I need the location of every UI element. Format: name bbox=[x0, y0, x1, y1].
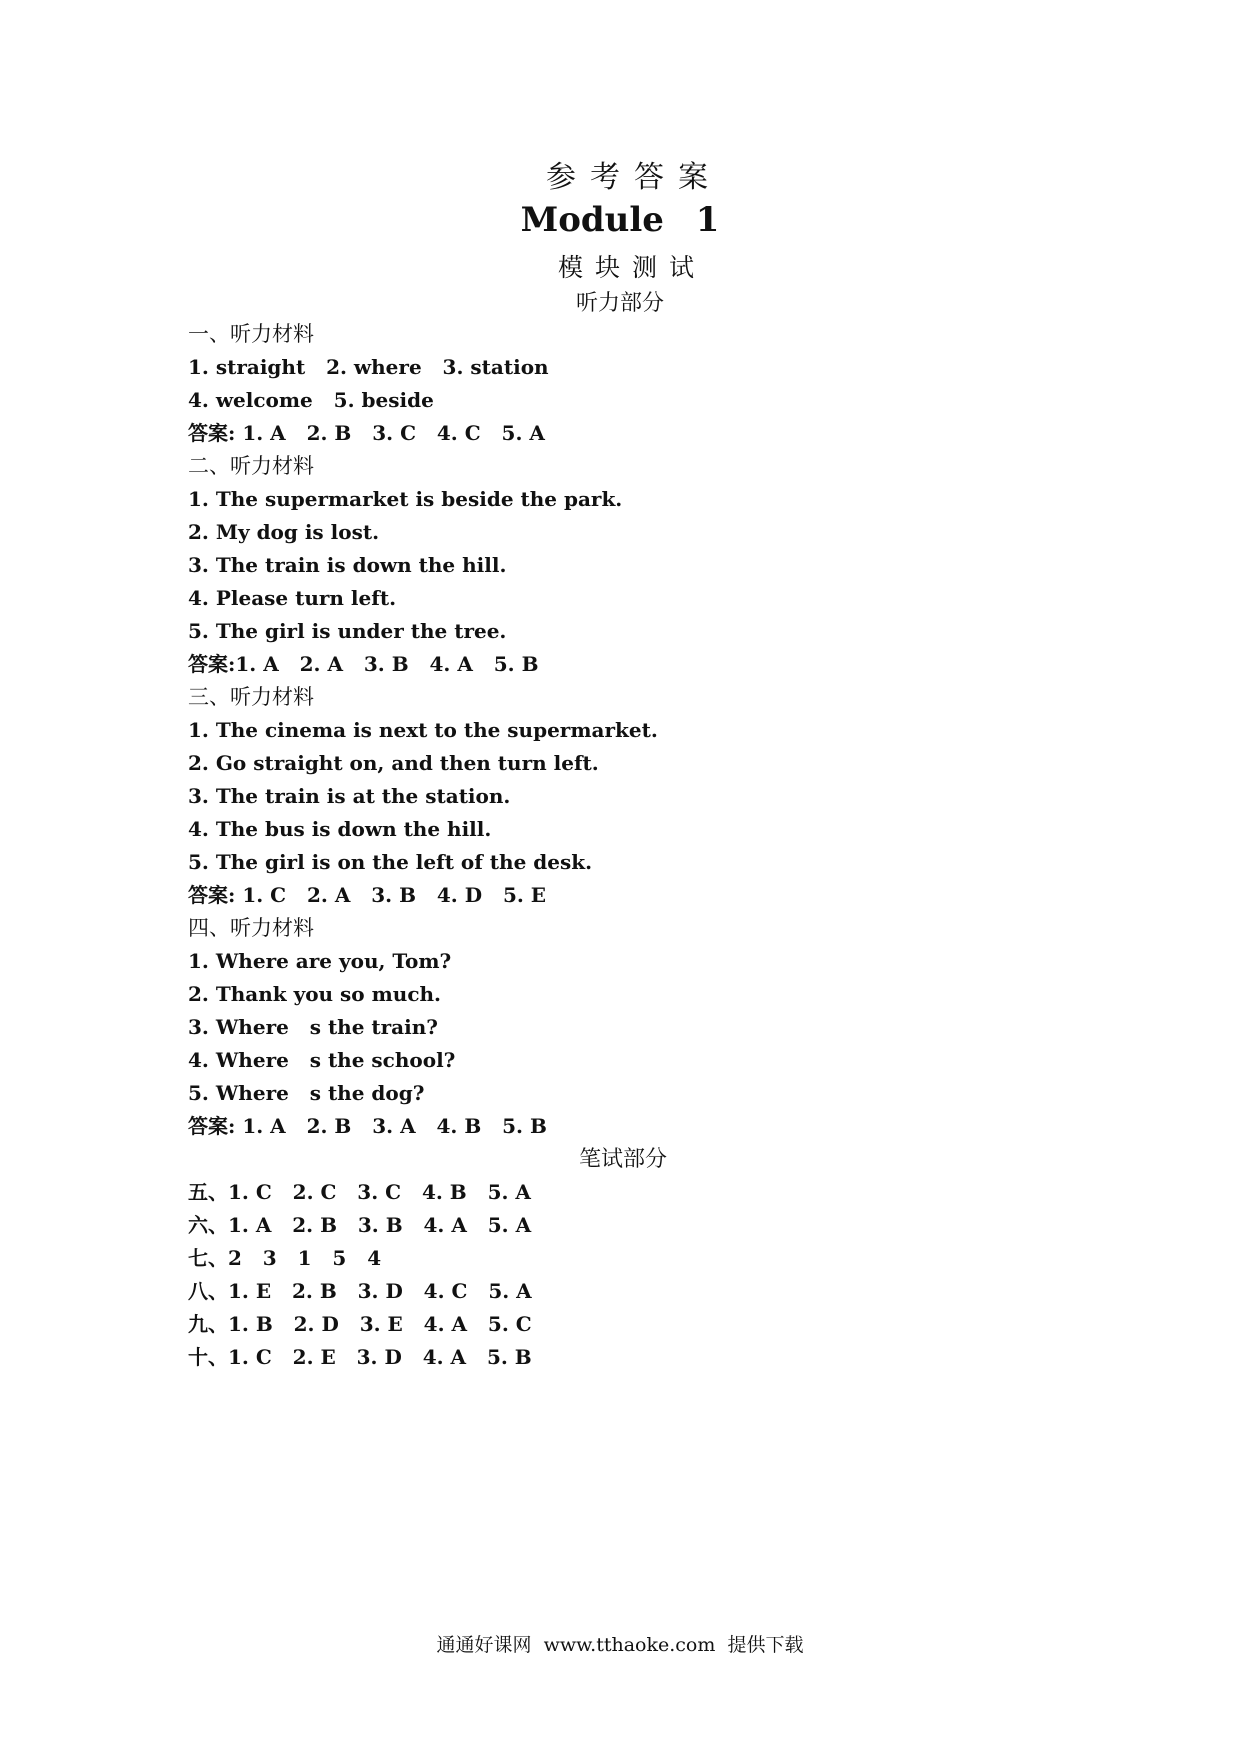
listening-section-label: 听力部分 bbox=[575, 291, 664, 316]
footer-suffix: 提供下载 bbox=[727, 1634, 804, 1656]
answer-line: 七、2 3 1 5 4 bbox=[188, 1246, 382, 1270]
answer-line: 4. welcome 5. beside bbox=[188, 388, 434, 412]
answer-line: 2. My dog is lost. bbox=[188, 520, 380, 544]
answer-line: 1. straight 2. where 3. station bbox=[188, 355, 549, 379]
answer-line: 答案: 1. A 2. B 3. A 4. B 5. B bbox=[188, 1114, 547, 1138]
answer-line: 2. Thank you so much. bbox=[188, 982, 441, 1006]
answer-line: 五、1. C 2. C 3. C 4. B 5. A bbox=[188, 1180, 531, 1204]
test-subtitle: 模块测试 bbox=[557, 253, 706, 282]
answer-line: 答案: 1. C 2. A 3. B 4. D 5. E bbox=[188, 883, 547, 907]
answer-line: 1. The supermarket is beside the park. bbox=[188, 487, 623, 511]
answer-line: 八、1. E 2. B 3. D 4. C 5. A bbox=[188, 1279, 532, 1303]
footer-url[interactable]: www.tthaoke.com bbox=[543, 1634, 716, 1656]
module-title: Module 1 bbox=[520, 200, 720, 240]
answer-line: 答案: 1. A 2. B 3. C 4. C 5. A bbox=[188, 421, 545, 445]
answer-line: 4. Please turn left. bbox=[188, 586, 397, 610]
answer-line: 3. Where s the train? bbox=[188, 1015, 438, 1039]
answer-line: 十、1. C 2. E 3. D 4. A 5. B bbox=[188, 1345, 532, 1369]
footer bbox=[0, 1630, 1240, 1657]
answer-line: 5. Where s the dog? bbox=[188, 1081, 425, 1105]
page-title-cn: 参考答案 bbox=[546, 160, 722, 195]
section-heading: 二、听力材料 bbox=[188, 454, 314, 478]
answer-line: 答案:1. A 2. A 3. B 4. A 5. B bbox=[188, 652, 539, 676]
answer-line: 1. The cinema is next to the supermarket. bbox=[188, 718, 658, 742]
answer-line: 2. Go straight on, and then turn left. bbox=[188, 751, 599, 775]
answer-line: 1. Where are you, Tom? bbox=[188, 949, 452, 973]
answer-line: 九、1. B 2. D 3. E 4. A 5. C bbox=[188, 1312, 532, 1336]
answer-content bbox=[188, 318, 1088, 1374]
answer-line: 3. The train is down the hill. bbox=[188, 553, 507, 577]
footer-site-name: 通通好课网 bbox=[436, 1634, 532, 1656]
answer-line: 3. The train is at the station. bbox=[188, 784, 511, 808]
written-section-label: 笔试部分 bbox=[579, 1147, 668, 1172]
answer-line: 5. The girl is on the left of the desk. bbox=[188, 850, 593, 874]
answer-line: 4. The bus is down the hill. bbox=[188, 817, 492, 841]
section-heading: 一、听力材料 bbox=[188, 322, 314, 346]
answer-line: 六、1. A 2. B 3. B 4. A 5. A bbox=[188, 1213, 532, 1237]
section-heading: 四、听力材料 bbox=[188, 916, 314, 940]
answer-line: 4. Where s the school? bbox=[188, 1048, 456, 1072]
answer-line: 5. The girl is under the tree. bbox=[188, 619, 507, 643]
section-heading: 三、听力材料 bbox=[188, 685, 314, 709]
